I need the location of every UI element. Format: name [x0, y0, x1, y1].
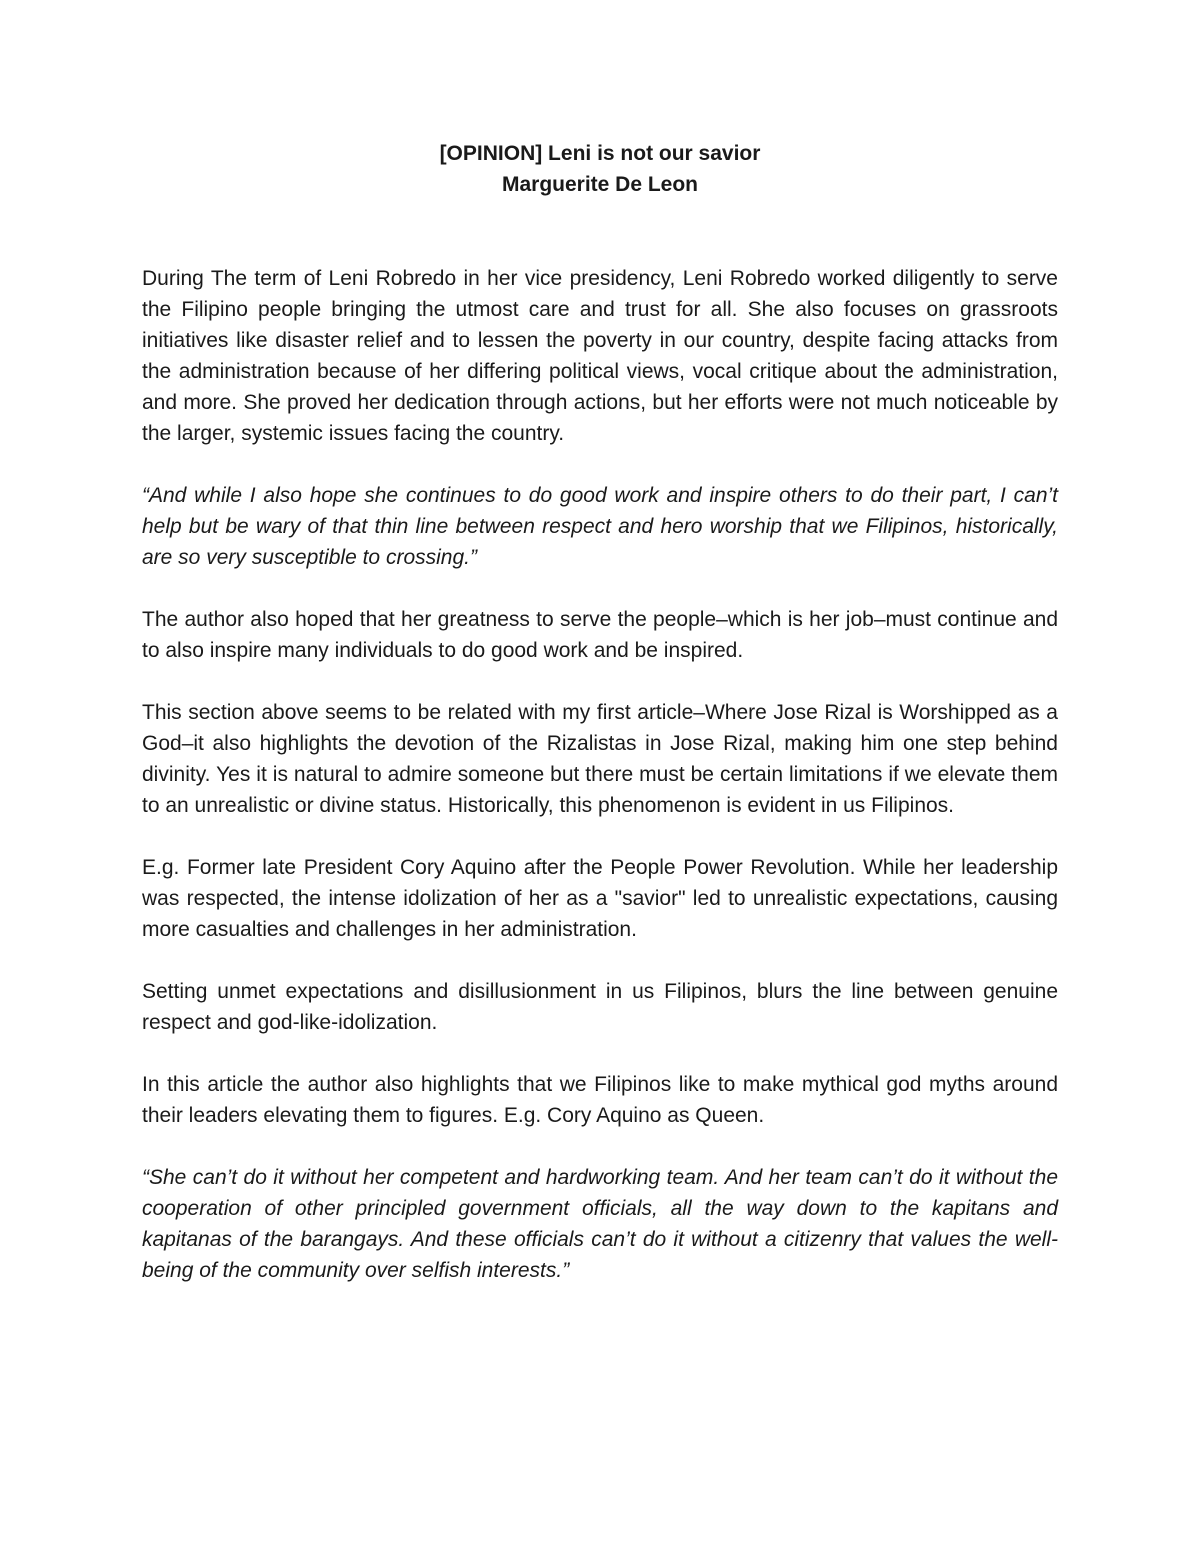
- paragraph-rizal-comparison: This section above seems to be related with my first article–Where Jose Rizal is Worshipped as a God–it also highlights the devotion of the Rizalistas in Jose Rizal, making him one step behind divinity. Yes it is natural to admire someone but there must be certain limitations if we elevate them to an unrealistic or divine status. Historically, this phenomenon is evident in us Filipinos.: [142, 701, 1058, 817]
- title-block: [142, 138, 1058, 200]
- paragraph-cory-aquino-example: E.g. Former late President Cory Aquino after the People Power Revolution. While her leadership was respected, the intense idolization of her as a "savior" led to unrealistic expectations, causing more casualties and challenges in her administration.: [142, 856, 1058, 941]
- paragraph-summary: During The term of Leni Robredo in her vice presidency, Leni Robredo worked diligently to serve the Filipino people bringing the utmost care and trust for all. She also focuses on grassroots initiatives like disaster relief and to lessen the poverty in our country, despite facing attacks from the administration because of her differing political views, vocal critique about the administration, and more. She proved her dedication through actions, but her efforts were not much noticeable by the larger, systemic issues facing the country.: [142, 267, 1058, 445]
- quote-hero-worship: “And while I also hope she continues to do good work and inspire others to do their part, I can’t help but be wary of that thin line between respect and hero worship that we Filipinos, historically, are so very susceptible to crossing.”: [142, 484, 1058, 569]
- document-page: [142, 138, 1058, 1317]
- article-title: [OPINION] Leni is not our savior: [439, 142, 761, 165]
- quote-competent-team: “She can’t do it without her competent and hardworking team. And her team can’t do it without the cooperation of other principled government officials, all the way down to the kapitans and kapitanas of the barangays. And these officials can’t do it without a citizenry that values the well-being of the community over selfish interests.”: [142, 1166, 1058, 1282]
- article-author: Marguerite De Leon: [501, 173, 699, 196]
- paragraph-unmet-expectations: Setting unmet expectations and disillusionment in us Filipinos, blurs the line between genuine respect and god-like-idolization.: [142, 980, 1058, 1034]
- paragraph-mythical-leaders: In this article the author also highlights that we Filipinos like to make mythical god myths around their leaders elevating them to figures. E.g. Cory Aquino as Queen.: [142, 1073, 1058, 1127]
- paragraph-author-hope: The author also hoped that her greatness to serve the people–which is her job–must continue and to also inspire many individuals to do good work and be inspired.: [142, 608, 1058, 662]
